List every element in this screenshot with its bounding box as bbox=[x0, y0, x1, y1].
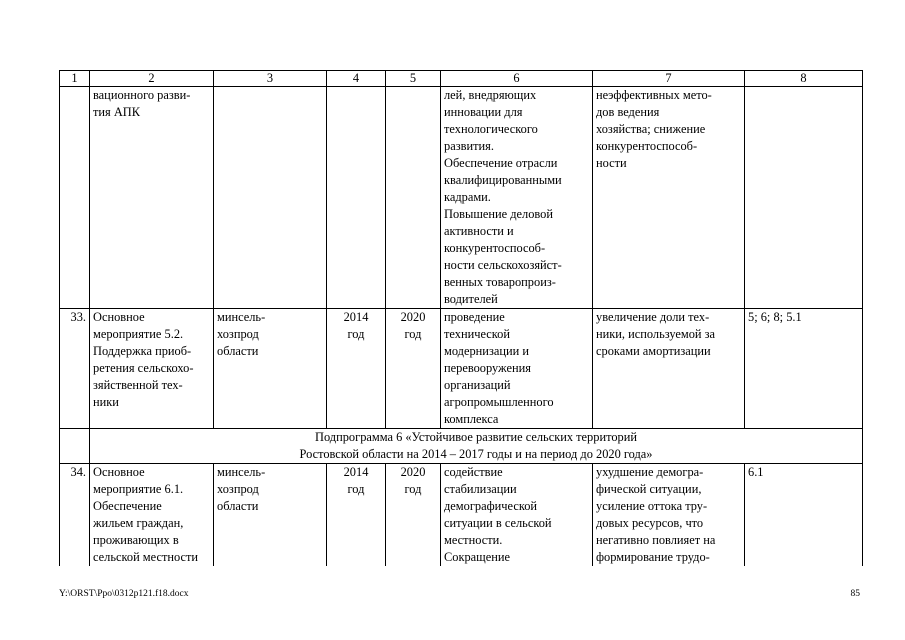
cell-number bbox=[60, 87, 90, 309]
col-number-4: 4 bbox=[327, 71, 386, 87]
footer-file-path: Y:\ORST\Ppo\0312p121.f18.docx bbox=[59, 589, 189, 599]
cell-start-year: 2014 год bbox=[327, 464, 386, 567]
cell-end-year: 2020 год bbox=[386, 309, 441, 429]
cell-executor: минсель- хозпрод области bbox=[214, 309, 327, 429]
cell-measure-name: Основное мероприятие 5.2. Поддержка приоб- ретения сельскохо- зяйственной тех- ники bbox=[90, 309, 214, 429]
col-number-8: 8 bbox=[745, 71, 863, 87]
cell-start-year: 2014 год bbox=[327, 309, 386, 429]
cell-expected-result: содействие стабилизации демографической ситуации в сельской местности. Сокращение bbox=[441, 464, 593, 567]
cell-number: 33. bbox=[60, 309, 90, 429]
cell-executor: минсель- хозпрод области bbox=[214, 464, 327, 567]
cell-number: 34. bbox=[60, 464, 90, 567]
subprogram-title-line2: Ростовской области на 2014 – 2017 годы и на период до 2020 года» bbox=[299, 447, 653, 461]
cell-start-year bbox=[327, 87, 386, 309]
subprogram-title-line1: Подпрограмма 6 «Устойчивое развитие сельских территорий bbox=[315, 430, 637, 444]
cell-consequences: увеличение доли тех- ники, используемой за сроками амортизации bbox=[593, 309, 745, 429]
col-number-1: 1 bbox=[60, 71, 90, 87]
cell-measure-name: Основное мероприятие 6.1. Обеспечение жильем граждан, проживающих в сельской местности bbox=[90, 464, 214, 567]
table-row-33 bbox=[60, 309, 863, 429]
cell-measure-name: вационного разви- тия АПК bbox=[90, 87, 214, 309]
program-table bbox=[59, 70, 863, 566]
cell-end-year bbox=[386, 87, 441, 309]
subprogram-header-row bbox=[60, 429, 863, 464]
cell-expected-result: проведение технической модернизации и перевооружения организаций агропромышленного комплекса bbox=[441, 309, 593, 429]
cell-expected-result: лей, внедряющих инновации для технологического развития. Обеспечение отрасли квалифицированными кадрами. Повышение деловой активности и конкурентоспособ- ности сельскохозяйст- венных товаропроиз- водителей bbox=[441, 87, 593, 309]
cell-indicators: 6.1 bbox=[745, 464, 863, 567]
col-number-5: 5 bbox=[386, 71, 441, 87]
table-row-34 bbox=[60, 464, 863, 567]
cell-end-year: 2020 год bbox=[386, 464, 441, 567]
cell-consequences: ухудшение демогра- фической ситуации, усиление оттока тру- довых ресурсов, что негативно повлияет на формирование трудо- bbox=[593, 464, 745, 567]
cell-consequences: неэффективных мето- дов ведения хозяйства; снижение конкурентоспособ- ности bbox=[593, 87, 745, 309]
col-number-7: 7 bbox=[593, 71, 745, 87]
col-number-6: 6 bbox=[441, 71, 593, 87]
cell-executor bbox=[214, 87, 327, 309]
col-number-3: 3 bbox=[214, 71, 327, 87]
cell-indicators bbox=[745, 87, 863, 309]
cell-number bbox=[60, 429, 90, 464]
cell-indicators: 5; 6; 8; 5.1 bbox=[745, 309, 863, 429]
col-number-2: 2 bbox=[90, 71, 214, 87]
footer-page-number: 85 bbox=[850, 589, 860, 599]
table-row-continued bbox=[60, 87, 863, 309]
column-number-row bbox=[60, 71, 863, 87]
subprogram-title bbox=[90, 429, 863, 464]
